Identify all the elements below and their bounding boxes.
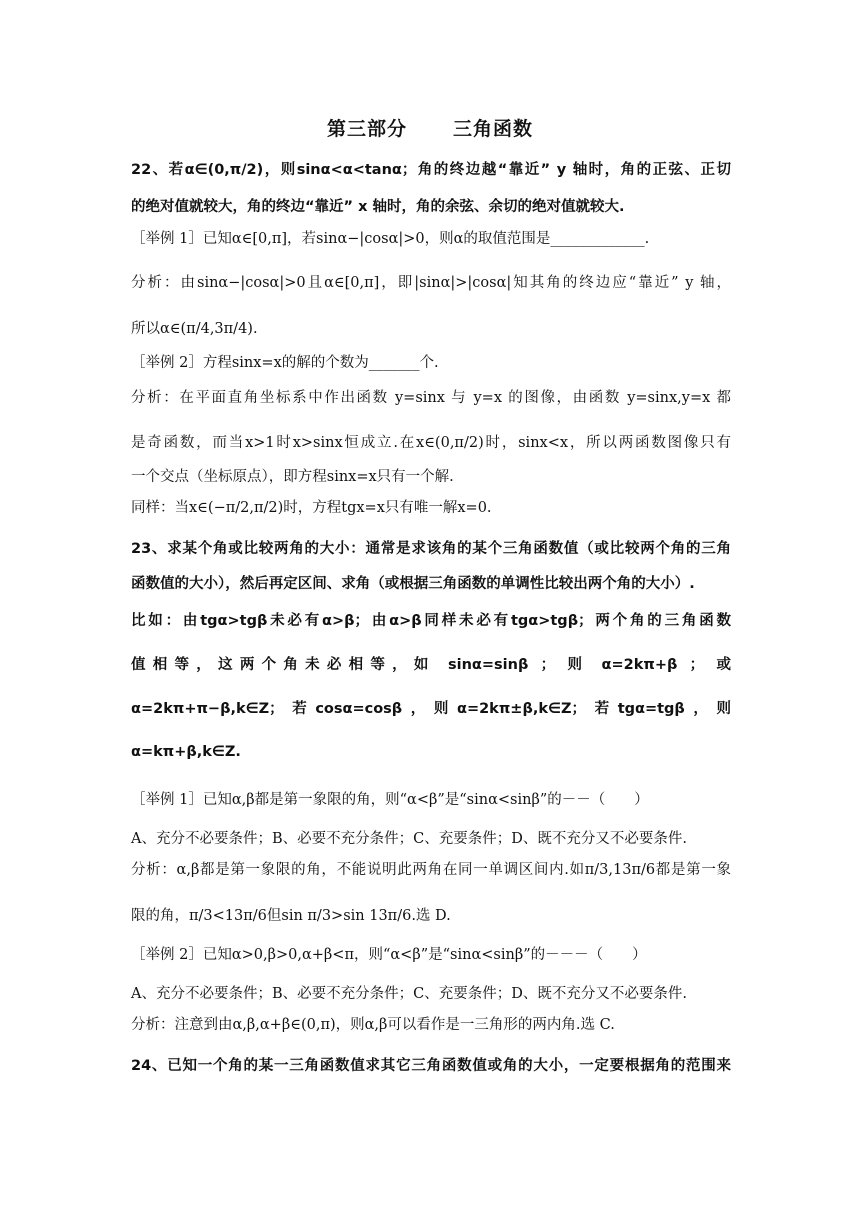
example-2-analysis-line-4: 同样：当x∈(−π/2,π/2)时，方程tgx=x只有唯一解x=0. bbox=[131, 500, 492, 516]
example-2-analysis-line-3: 一个交点（坐标原点），即方程sinx=x只有一个解. bbox=[131, 469, 454, 485]
item-22-line-1: 22、若α∈(0,π/2)，则sinα<α<tanα；角的终边越“靠近” y 轴时，角的正弦、正切 bbox=[131, 162, 731, 178]
item-23-line-4: 值相等，这两个角未必相等，如 sinα=sinβ ； 则 α=2kπ+β ； 或 bbox=[131, 657, 731, 673]
example-4-analysis: 分析：注意到由α,β,α+β∈(0,π)，则α,β可以看作是一三角形的两内角.选 C. bbox=[131, 1017, 615, 1033]
example-4-question: ［举例 2］已知α>0,β>0,α+β<π，则“α<β”是“sinα<sinβ”的－－－（ ） bbox=[131, 947, 647, 963]
example-1-analysis-line-2: 所以α∈(π/4,3π/4). bbox=[131, 321, 258, 337]
item-23-line-3: 比如：由tgα>tgβ未必有α>β；由α>β同样未必有tgα>tgβ；两个角的三角函数 bbox=[131, 613, 731, 629]
example-3-question: ［举例 1］已知α,β都是第一象限的角，则“α<β”是“sinα<sinβ”的－－（ ） bbox=[131, 792, 649, 808]
page-title: 第三部分 三角函数 bbox=[326, 118, 534, 140]
example-1-analysis-line-1: 分析：由sinα−|cosα|>0且α∈[0,π]，即|sinα|>|cosα|知其角的终边应“靠近” y 轴， bbox=[131, 275, 731, 291]
item-23-line-2: 函数值的大小），然后再定区间、求角（或根据三角函数的单调性比较出两个角的大小）. bbox=[131, 576, 695, 592]
example-2-analysis-line-1: 分析：在平面直角坐标系中作出函数 y=sinx 与 y=x 的图像，由函数 y=sinx,y=x 都 bbox=[131, 390, 731, 406]
item-24-line-1: 24、已知一个角的某一三角函数值求其它三角函数值或角的大小，一定要根据角的范围来 bbox=[131, 1058, 731, 1074]
example-3-options: A、充分不必要条件；B、必要不充分条件；C、充要条件；D、既不充分又不必要条件. bbox=[131, 831, 687, 847]
item-23-line-5: α=2kπ+π−β,k∈Z；若cosα=cosβ，则α=2kπ±β,k∈Z；若tgα=tgβ，则 bbox=[131, 701, 731, 717]
example-2-analysis-line-2: 是奇函数，而当x>1时x>sinx恒成立.在x∈(0,π/2)时，sinx<x，所以两函数图像只有 bbox=[131, 435, 731, 451]
item-23-line-6: α=kπ+β,k∈Z. bbox=[131, 744, 241, 760]
example-3-analysis-line-1: 分析：α,β都是第一象限的角，不能说明此两角在同一单调区间内.如π/3,13π/6都是第一象 bbox=[131, 862, 731, 878]
item-23-line-1: 23、求某个角或比较两角的大小：通常是求该角的某个三角函数值（或比较两个角的三角 bbox=[131, 541, 731, 557]
example-2-question: ［举例 2］方程sinx=x的解的个数为_______个. bbox=[131, 355, 439, 371]
example-4-options: A、充分不必要条件；B、必要不充分条件；C、充要条件；D、既不充分又不必要条件. bbox=[131, 986, 687, 1002]
example-1-question: ［举例 1］已知α∈[0,π]，若sinα−|cosα|>0，则α的取值范围是_____________. bbox=[131, 231, 650, 247]
example-3-analysis-line-2: 限的角，π/3<13π/6但sin π/3>sin 13π/6.选 D. bbox=[131, 908, 451, 924]
item-22-line-2: 的绝对值就较大，角的终边“靠近” x 轴时，角的余弦、余切的绝对值就较大. bbox=[131, 199, 625, 215]
